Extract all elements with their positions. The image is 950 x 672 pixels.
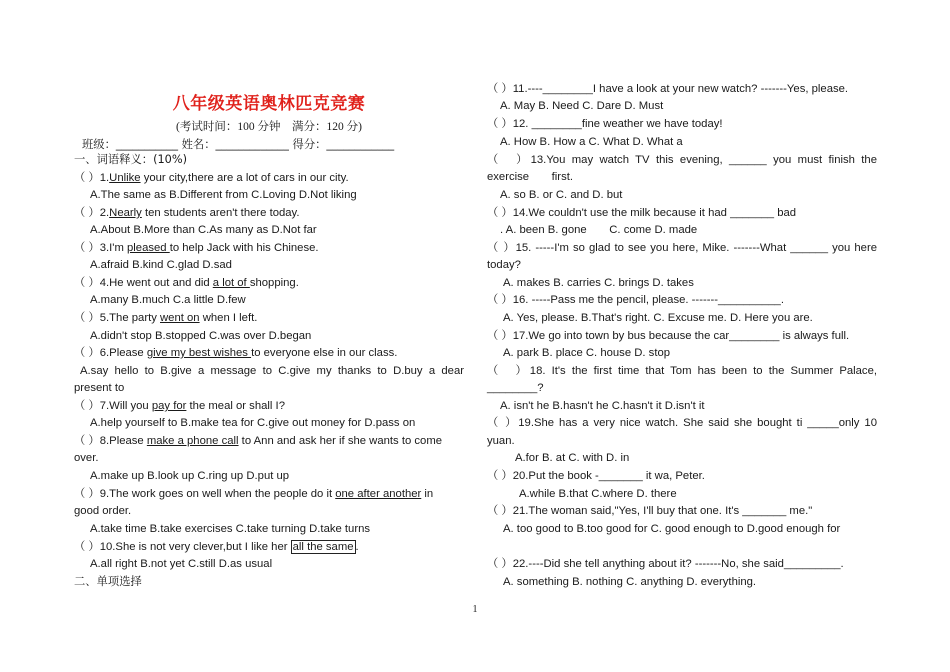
student-info-line: 班级：___________ 姓名：_____________ 得分：____________ <box>82 138 395 151</box>
question-15: （ ）15. -----I'm so glad to see you here, Mike. -------What ______ you here <box>487 242 877 254</box>
question-15-cont: today? <box>487 259 521 271</box>
question-9: （ ）9.The work goes on well when the people do it one after another in <box>74 488 434 500</box>
question-18: （ ）18. It's the first time that Tom has been to the Summer Palace, <box>487 365 877 377</box>
question-11-options: A. May B. Need C. Dare D. Must <box>500 100 664 112</box>
question-14: （ ）14.We couldn't use the milk because it had _______ bad <box>487 207 797 219</box>
question-2-options: A.About B.More than C.As many as D.Not far <box>90 224 317 236</box>
question-6-options: A.say hello to B.give a message to C.give my thanks to D.buy a dear <box>80 365 464 377</box>
question-5: （ ）5.The party went on when I left. <box>74 312 258 324</box>
question-18-options: A. isn't he B.hasn't he C.hasn't it D.isn't it <box>500 400 705 412</box>
question-1: （ ）1.Unlike your city,there are a lot of cars in our city. <box>74 172 349 184</box>
question-1-options: A.The same as B.Different from C.Loving D.Not liking <box>90 189 357 201</box>
question-13-options: A. so B. or C. and D. but <box>500 189 623 201</box>
question-12-options: A. How B. How a C. What D. What a <box>500 136 683 148</box>
question-21: （ ）21.The woman said,"Yes, I'll buy that one. It's _______ me." <box>487 505 813 517</box>
question-20-options: A.while B.that C.where D. there <box>519 488 677 500</box>
question-22: （ ）22.----Did she tell anything about it? -------No, she said_________. <box>487 558 844 570</box>
section2-title: 二、单项选择 <box>74 575 142 588</box>
exam-title: 八年级英语奥林匹克竞赛 <box>172 94 366 114</box>
question-10: （ ）10.She is not very clever,but I like her all the same . <box>74 541 359 553</box>
question-9-cont: good order. <box>74 505 132 517</box>
question-7-options: A.help yourself to B.make tea for C.give out money for D.pass on <box>90 417 416 429</box>
question-5-options: A.didn't stop B.stopped C.was over D.began <box>90 330 312 342</box>
question-22-options: A. something B. nothing C. anything D. everything. <box>503 576 757 588</box>
question-17: （ ）17.We go into town by bus because the car________ is always full. <box>487 330 850 342</box>
question-19-options: A.for B. at C. with D. in <box>515 452 630 464</box>
question-13-cont: exercise first. <box>487 171 573 183</box>
question-20: （ ）20.Put the book -_______ it wa, Peter. <box>487 470 705 482</box>
question-2: （ ）2.Nearly ten students aren't there today. <box>74 207 300 219</box>
left-column <box>74 0 464 600</box>
question-4-options: A.many B.much C.a little D.few <box>90 294 246 306</box>
question-7: （ ）7.Will you pay for the meal or shall I? <box>74 400 285 412</box>
question-15-options: A. makes B. carries C. brings D. takes <box>503 277 694 289</box>
question-9-options: A.take time B.take exercises C.take turning D.take turns <box>90 523 371 535</box>
question-6: （ ）6.Please give my best wishes to everyone else in our class. <box>74 347 398 359</box>
question-12: （ ）12. ________fine weather we have today! <box>487 118 723 130</box>
section1-title: 一、词语释义：(10%) <box>74 153 188 166</box>
question-14-options: . A. been B. gone C. come D. made <box>500 224 698 236</box>
question-3: （ ）3.I'm pleased to help Jack with his Chinese. <box>74 242 319 254</box>
question-17-options: A. park B. place C. house D. stop <box>503 347 671 359</box>
question-10-options: A.all right B.not yet C.still D.as usual <box>90 558 273 570</box>
question-19-cont: yuan. <box>487 435 515 447</box>
question-13: （ ）13.You may watch TV this evening, ______ you must finish the <box>487 154 877 166</box>
question-4: （ ）4.He went out and did a lot of shopping. <box>74 277 299 289</box>
question-8: （ ）8.Please make a phone call to Ann and ask her if she wants to come <box>74 435 443 447</box>
right-column <box>487 0 877 600</box>
exam-subtitle: (考试时间：100 分钟 满分：120 分) <box>176 121 362 133</box>
page-number: 1 <box>472 604 478 615</box>
question-16: （ ）16. -----Pass me the pencil, please. -------__________. <box>487 294 784 306</box>
question-8-cont: over. <box>74 452 99 464</box>
question-6-options-cont: present to <box>74 382 125 394</box>
question-3-options: A.afraid B.kind C.glad D.sad <box>90 259 232 271</box>
question-8-options: A.make up B.look up C.ring up D.put up <box>90 470 290 482</box>
question-19: （ ）19.She has a very nice watch. She said she bought ti _____only 10 <box>487 417 877 429</box>
question-11: （ ）11.----________I have a look at your new watch? -------Yes, please. <box>487 83 849 95</box>
question-21-options: A. too good to B.too good for C. good enough to D.good enough for <box>503 523 841 535</box>
question-16-options: A. Yes, please. B.That's right. C. Excuse me. D. Here you are. <box>503 312 813 324</box>
question-18-cont: ________? <box>487 382 544 394</box>
